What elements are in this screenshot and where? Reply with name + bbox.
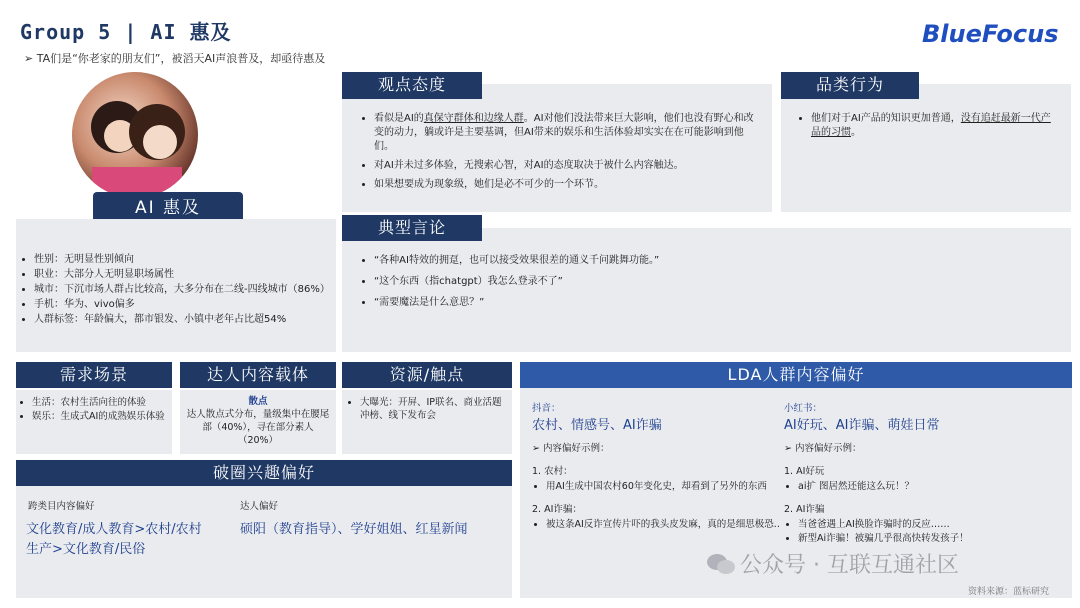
trait-item: • 城市：下沉市场人群占比较高，大多分布在二线-四线城市（86%） [34,283,328,297]
demand-panel [16,390,172,454]
category-highlight: 没有追赶最新一代产品的习惯 [811,113,1051,138]
quotes-panel [342,228,1071,352]
carrier-header: 达人内容载体 [180,362,336,388]
persona-traits-panel [16,219,336,352]
demand-header: 需求场景 [16,362,172,388]
attitude-item: • 看似是AI的真保守群体和边缘人群。AI对他们没法带来巨大影响，他们也没有野心和改变的动力，躺或许是主要基调，但AI带来的娱乐和生活体验却实实在在可能影响到他们。 [374,112,760,154]
demand-item: • 娱乐：生成式AI的成熟娱乐体验 [32,410,166,423]
trait-item: • 人群标签：年龄偏大，都市银发、小镇中老年占比超54% [34,313,328,327]
attitude-item: • 如果想要成为现象级，她们是必不可少的一个环节。 [374,178,760,192]
touch-panel [342,390,512,454]
page-subtitle: ➢ TA们是“你老家的朋友们”，被滔天AI声浪普及，却亟待惠及 [24,51,325,66]
trait-item: • 手机：华为、vivo偏多 [34,298,328,312]
carrier-highlight: 散点 [248,396,268,407]
xhs-ex1-title: 1. AI好玩 [784,466,825,477]
cross-value: 文化教育/成人教育>农村/农村生产>文化教育/民俗 [26,522,202,557]
xhs-platform: 小红书： [784,403,823,414]
douyin-ex2-item: • 被这条AI反诈宣传片吓的我头皮发麻，真的是细思极恐.. [546,518,782,531]
lda-douyin [532,402,782,536]
douyin-ex2-title: 2. AI诈骗： [532,504,582,515]
source-note: 资料来源：蓝标研究 [968,587,1050,597]
kol-label: 达人偏好 [240,501,279,512]
douyin-tags: 农村、情感号、AI诈骗 [532,418,662,433]
douyin-ex1-title: 1. 农村： [532,466,573,477]
cross-label: 跨类目内容偏好 [28,501,95,512]
trait-item: • 职业：大部分人无明显职场属性 [34,268,328,282]
carrier-text: 达人散点式分布，量级集中在腰尾部（40%），寻在部分素人（20%） [186,409,330,446]
interest-header: 破圈兴趣偏好 [16,460,512,486]
attitude-highlight: 真保守群体和边缘人群 [423,113,524,124]
category-header: 品类行为 [781,72,919,99]
attitude-item: • 对AI并未过多体验，无搜索心智，对AI的态度取决于被什么内容触达。 [374,159,760,173]
douyin-label: ➢ 内容偏好示例： [532,442,782,455]
persona-photo [72,72,198,198]
carrier-panel [180,390,336,454]
category-item: • 他们对于AI产品的知识更加普通，没有追赶最新一代产品的习惯。 [811,112,1059,140]
lda-xiaohongshu [784,402,1062,546]
touch-item: • 大曝光：开屏、IP联名、商业活题冲榜、线下发布会 [360,396,504,422]
trait-item: • 性别：无明显性别倾向 [34,253,328,267]
quote-item: • “各种AI特效的拥趸，也可以接受效果很差的通义千问跳舞功能。” [374,254,1059,268]
page-title: Group 5 | AI 惠及 [20,20,232,44]
demand-item: • 生活：农村生活向往的体验 [32,396,166,409]
lda-header: LDA人群内容偏好 [520,362,1072,388]
douyin-ex1-item: • 用AI生成中国农村60年变化史，却看到了另外的东西 [546,480,782,493]
touch-header: 资源/触点 [342,362,512,388]
xhs-ex2-title: 2. AI诈骗 [784,504,825,515]
category-panel [781,84,1071,212]
xhs-ex2-item: • 新型Ai诈骗！被骗几乎很高快转发孩子！ [798,532,1062,545]
douyin-platform: 抖音： [532,403,561,414]
xhs-tags: AI好玩、AI诈骗、萌娃日常 [784,418,940,433]
wechat-icon [706,552,736,576]
quotes-header: 典型言论 [342,215,482,241]
persona-name: AI 惠及 [134,198,202,218]
xhs-label: ➢ 内容偏好示例： [784,442,1062,455]
quote-item: • “需要魔法是什么意思？” [374,296,1059,310]
xhs-ex1-item: • ai扩 图居然还能这么玩！？ [798,480,1062,493]
kol-value: 硕阳（教育指导）、学好姐姐、红星新闻 [240,522,468,537]
attitude-panel [342,84,772,212]
watermark-text: 公众号 · 互联互通社区 [740,553,959,578]
attitude-header: 观点态度 [342,72,482,99]
xhs-ex2-item: • 当爸爸遇上AI换脸诈骗时的反应…… [798,518,1062,531]
bluefocus-logo: BlueFocus [922,20,1059,48]
quote-item: • “这个东西（指chatgpt）我怎么登录不了” [374,275,1059,289]
